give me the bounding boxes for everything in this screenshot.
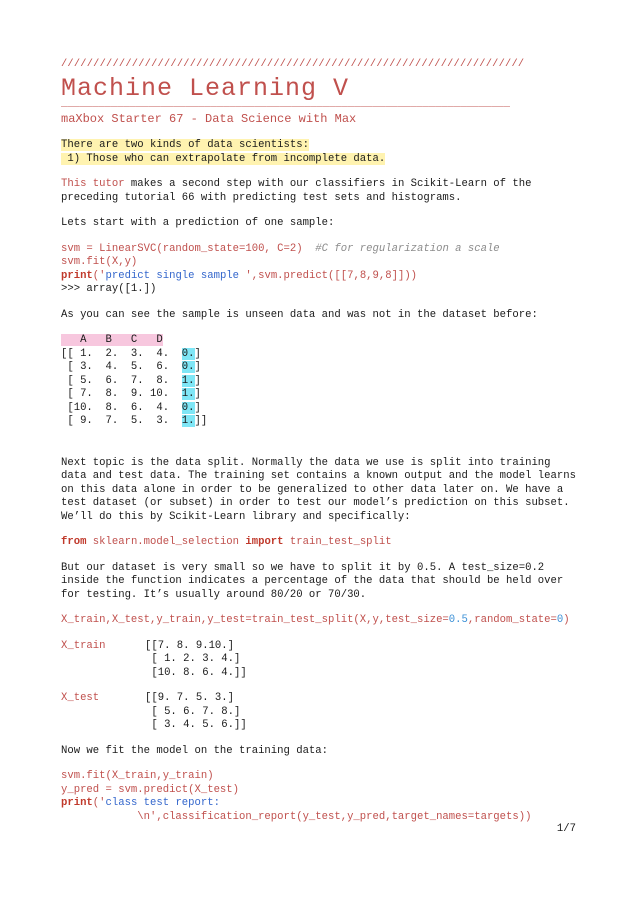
code-line	[61, 797, 581, 811]
paragraph-split: Next topic is the data split. Normally the data we use is split into training data and test data. The training set contains a known output and the model learns on this data alone in order to be generalized to other data later on. We have a test dataset (or subset) in order to test our model’s prediction on this subset. We’ll do this by Scikit-Learn library and specifically:	[61, 456, 576, 523]
matrix-label-value: 0.	[181, 347, 195, 360]
code-text: train_test_split	[283, 536, 392, 548]
paragraph-start: Lets start with a prediction of one sample:	[61, 217, 335, 229]
tutor-link[interactable]: This tutor	[61, 178, 125, 190]
xtest-line: [[9. 7. 5. 3.]	[145, 692, 235, 704]
matrix-label-value: 1.	[181, 374, 195, 387]
code-block-fit	[61, 770, 581, 824]
code-keyword: import	[245, 536, 284, 548]
intro-quote	[61, 139, 581, 166]
slash-rule: ////////////////////////////////////////////////////////////////////////	[61, 58, 525, 70]
xtest-label: X_test	[61, 692, 100, 704]
matrix-row-values: [ 9. 7. 5. 3.	[61, 415, 182, 427]
code-number: 0.5	[448, 614, 468, 626]
matrix-row-close: ]	[194, 347, 201, 360]
matrix-row-values: [ 5. 6. 7. 8.	[61, 374, 182, 387]
code-text: ('	[92, 797, 106, 809]
intro-line-1: There are two kinds of data scientists:	[61, 139, 309, 151]
code-text: ',svm.predict([[7,8,9,8]]))	[245, 269, 418, 282]
matrix-label-value: 0.	[181, 361, 195, 373]
code-keyword: print	[61, 797, 93, 809]
xtrain-values	[145, 640, 247, 681]
matrix-header-labels: A B C D	[61, 334, 163, 346]
code-line: \n',classification_report(y_test,y_pred,target_names=targets))	[61, 810, 532, 823]
code-import	[61, 536, 581, 550]
code-text: X_train,X_test,y_train,y_test=train_test_split(X,y,test_size=	[61, 614, 449, 626]
matrix-row-close: ]	[194, 401, 201, 414]
code-number: 0	[556, 614, 564, 626]
paragraph-testsize: But our dataset is very small so we have to split it by 0.5. A test_size=0.2 inside the function indicates a percentage of the data that should be held over for testing. It’s usually around 80/20 or 70/30.	[61, 561, 564, 601]
intro-line-2: 1) Those who can extrapolate from incomplete data.	[61, 152, 386, 165]
xtest-line: [ 5. 6. 7. 8.]	[145, 705, 241, 718]
xtrain-line: [ 1. 2. 3. 4.]	[145, 653, 241, 665]
dataset-matrix	[61, 334, 581, 429]
matrix-row-close: ]	[194, 388, 201, 400]
code-keyword: print	[61, 269, 93, 282]
matrix-row-values: [ 3. 4. 5. 6.	[61, 361, 182, 373]
paragraph-fit: Now we fit the model on the training data:	[61, 744, 329, 757]
xtrain-line: [10. 8. 6. 4.]]	[145, 666, 247, 679]
matrix-label-value: 0.	[181, 401, 195, 414]
matrix-label-value: 1.	[181, 388, 195, 400]
code-line: svm.fit(X_train,y_train)	[61, 770, 214, 782]
code-text: ,random_state=	[467, 614, 557, 626]
xtrain-line: [[7. 8. 9.10.]	[145, 639, 235, 652]
code-text: sklearn.model_selection	[86, 536, 246, 548]
code-line: svm.fit(X,y)	[61, 256, 138, 268]
paragraph-intro	[61, 178, 581, 205]
paragraph-unseen: As you can see the sample is unseen data and was not in the dataset before:	[61, 308, 538, 321]
xtest-line: [ 3. 4. 5. 6.]]	[145, 719, 247, 731]
matrix-row	[61, 402, 581, 416]
matrix-row	[61, 375, 581, 389]
code-text: svm = LinearSVC(random_state=100, C=2)	[61, 242, 303, 255]
xtest-block	[61, 692, 581, 733]
matrix-row-close: ]	[194, 361, 201, 373]
matrix-label-value: 1.	[181, 415, 195, 427]
code-block-predict	[61, 243, 581, 297]
matrix-row-close: ]]	[194, 415, 208, 427]
matrix-row-close: ]	[194, 374, 201, 387]
code-line	[61, 243, 581, 257]
code-line: y_pred = svm.predict(X_test)	[61, 783, 240, 796]
document-page	[61, 58, 581, 824]
code-output: >>> array([1.])	[61, 283, 157, 295]
code-string: predict single sample	[105, 269, 246, 282]
title-underline: ________________________________________________________________________	[61, 98, 510, 110]
code-keyword: from	[61, 536, 87, 548]
matrix-row	[61, 415, 581, 429]
matrix-row-values: [ 7. 8. 9. 10.	[61, 388, 182, 400]
document-title: Machine Learning V	[61, 74, 350, 103]
code-comment: #C for regularization a scale	[302, 242, 500, 255]
xtrain-label: X_train	[61, 639, 106, 652]
code-split	[61, 614, 581, 628]
matrix-row	[61, 388, 581, 402]
matrix-row-values: [10. 8. 6. 4.	[61, 401, 182, 414]
page-number: 1/7	[556, 823, 576, 835]
matrix-header	[61, 334, 581, 348]
code-text: ('	[92, 269, 106, 282]
document-subtitle: maXbox Starter 67 - Data Science with Max	[61, 112, 357, 126]
xtrain-block	[61, 640, 581, 681]
matrix-row	[61, 348, 581, 362]
code-text: )	[563, 614, 570, 626]
paragraph-intro-text: makes a second step with our classifiers in Scikit-Learn of the preceding tutorial 66 with predicting test sets and histograms.	[61, 178, 532, 204]
matrix-row	[61, 361, 581, 375]
code-line	[61, 270, 581, 284]
code-string: class test report:	[105, 797, 220, 809]
xtest-values	[145, 692, 247, 733]
matrix-row-values: [[ 1. 2. 3. 4.	[61, 347, 182, 360]
